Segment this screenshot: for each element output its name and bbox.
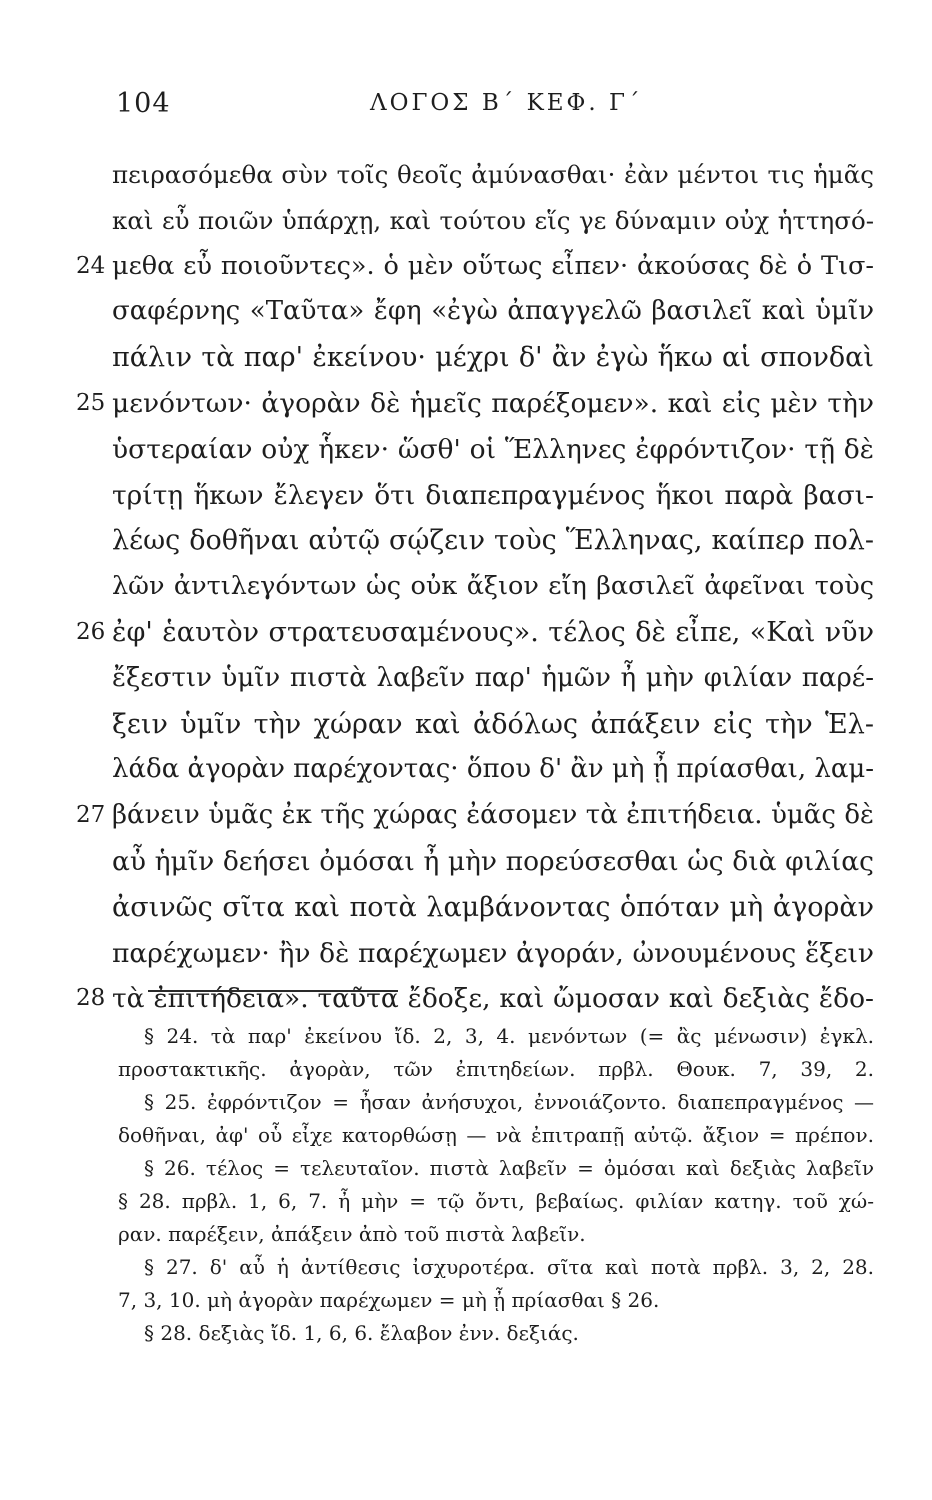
footnote-line: προστακτικῆς. ἀγορὰν, τῶν ἐπιτηδείων. πρβλ. Θουκ. 7, 39, 2. [118,1057,874,1081]
line-text: πειρασόμεθα σὺν τοῖς θεοῖς ἀμύνασθαι· ἐὰν μέντοι τις ἡμᾶς [112,160,874,189]
line-text: σαφέρνης «Ταῦτα» ἔφη «ἐγὼ ἀπαγγελῶ βασιλεῖ καὶ ὑμῖν [112,296,874,327]
text-line [76,793,874,839]
footnote-line: § 28. δεξιὰς ἴδ. 1, 6, 6. ἔλαβον ἐνν. δεξιάς. [144,1321,579,1345]
footnote-line: § 24. τὰ παρ' ἐκείνου ἴδ. 2, 3, 4. μενόντων (= ἂς μένωσιν) ἐγκλ. [144,1024,874,1048]
text-line [112,747,874,793]
line-text: ἔξεστιν ὑμῖν πιστὰ λαβεῖν παρ' ἡμῶν ἦ μὴν φιλίαν παρέ- [112,662,874,693]
section-number: 27 [76,802,106,829]
footnote-line: δοθῆναι, ἀφ' οὗ εἶχε κατορθώσῃ — νὰ ἐπιτραπῇ αὐτῷ. ἄξιον = πρέπον. [118,1123,874,1147]
text-line [112,427,874,473]
footnote-line: § 28. πρβλ. 1, 6, 7. ἦ μὴν = τῷ ὄντι, βεβαίως. φιλίαν κατηγ. τοῦ χώ- [118,1189,874,1213]
line-text: μενόντων· ἀγορὰν δὲ ἡμεῖς παρέξομεν». καὶ εἰς μὲν τὴν [112,387,874,419]
text-line [112,289,874,335]
line-text: τρίτῃ ἥκων ἔλεγεν ὅτι διαπεπραγμένος ἥκοι παρὰ βασι- [112,479,874,511]
text-line [112,564,874,610]
line-text: παρέχωμεν· ἢν δὲ παρέχωμεν ἀγοράν, ὠνουμένους ἕξειν [112,937,874,969]
footnotes [118,1020,880,1350]
section-number: 28 [76,985,106,1012]
line-text: λέως δοθῆναι αὐτῷ σῴζειν τοὺς Ἕλληνας, καίπερ πολ- [112,525,874,557]
page-number: 104 [116,88,171,119]
section-number: 25 [76,389,106,416]
line-text: λῶν ἀντιλεγόντων ὡς οὐκ ἄξιον εἴη βασιλεῖ ἀφεῖναι τοὺς [112,571,874,602]
line-text: ξειν ὑμῖν τὴν χώραν καὶ ἀδόλως ἀπάξειν εἰς τὴν Ἑλ- [112,708,874,740]
text-line [112,839,874,885]
line-text: τὰ ἐπιτήδεια». ταῦτα ἔδοξε, καὶ ὤμοσαν καὶ δεξιὰς ἔδο- [112,983,874,1015]
footnote-line: § 25. ἐφρόντιζον = ἦσαν ἀνήσυχοι, ἐννοιάζοντο. διαπεπραγμένος — [144,1090,874,1114]
page-header [116,88,816,128]
text-line [112,335,874,381]
text-line [112,656,874,702]
footnote-line: ραν. παρέξειν, ἀπάξειν ἀπὸ τοῦ πιστὰ λαβεῖν. [118,1222,586,1246]
text-line [112,473,874,519]
text-line [112,518,874,564]
text-line [76,244,874,290]
line-text: μεθα εὖ ποιοῦντες». ὁ μὲν οὕτως εἶπεν· ἀκούσας δὲ ὁ Τισ- [112,250,874,281]
footnote-divider [148,990,398,992]
running-head: ΛΟΓΟΣ Β΄ ΚΕΦ. Γ΄ [370,90,643,116]
text-line [76,976,874,1022]
text-line [112,198,874,244]
footnote-line: 7, 3, 10. μὴ ἀγορὰν παρέχωμεν = μὴ ᾖ πρίασθαι § 26. [118,1288,660,1312]
text-line [112,702,874,748]
footnote-line: § 27. δ' αὖ ἡ ἀντίθεσις ἰσχυροτέρα. σῖτα καὶ ποτὰ πρβλ. 3, 2, 28. [144,1255,874,1279]
line-text: ὑστεραίαν οὐχ ἧκεν· ὥσθ' οἱ Ἕλληνες ἐφρόντιζον· τῇ δὲ [112,433,874,465]
line-text: πάλιν τὰ παρ' ἐκείνου· μέχρι δ' ἂν ἐγὼ ἥκω αἱ σπονδαὶ [112,342,874,374]
section-number: 26 [76,618,106,645]
line-text: καὶ εὖ ποιῶν ὑπάρχῃ, καὶ τούτου εἵς γε δύναμιν οὐχ ἡττησό- [112,205,874,235]
section-number: 24 [76,252,106,279]
footnote-line: § 26. τέλος = τελευταῖον. πιστὰ λαβεῖν = ὀμόσαι καὶ δεξιὰς λαβεῖν [144,1156,874,1180]
text-line [112,885,874,931]
line-text: λάδα ἀγορὰν παρέχοντας· ὅπου δ' ἂν μὴ ᾖ πρίασθαι, λαμ- [112,754,875,785]
text-line [112,931,874,977]
text-line [76,610,874,656]
text-line [112,152,874,198]
line-text: ἀσινῶς σῖτα καὶ ποτὰ λαμβάνοντας ὁπόταν μὴ ἀγορὰν [112,891,874,923]
text-line [76,381,874,427]
line-text: αὖ ἡμῖν δεήσει ὀμόσαι ἦ μὴν πορεύσεσθαι ὡς διὰ φιλίας [112,845,874,877]
line-text: βάνειν ὑμᾶς ἐκ τῆς χώρας ἐάσομεν τὰ ἐπιτήδεια. ὑμᾶς δὲ [112,800,874,831]
line-text: ἐφ' ἑαυτὸν στρατευσαμένους». τέλος δὲ εἶπε, «Καὶ νῦν [112,616,874,648]
main-text [76,152,882,1022]
